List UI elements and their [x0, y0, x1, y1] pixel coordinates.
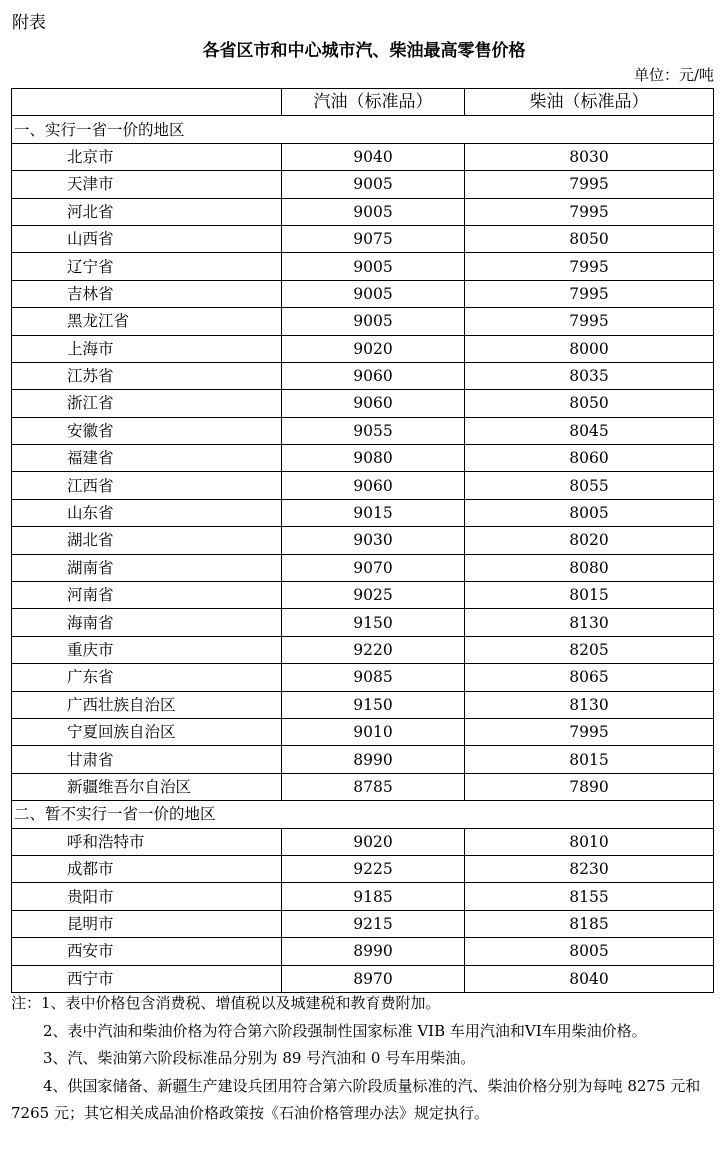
gasoline-price-cell: 9215	[282, 910, 465, 937]
gasoline-price-cell: 9150	[282, 691, 465, 718]
region-cell: 成都市	[12, 855, 282, 882]
table-row	[12, 308, 714, 335]
region-cell: 新疆维吾尔自治区	[12, 773, 282, 800]
region-cell: 河北省	[12, 198, 282, 225]
section-heading-row	[12, 116, 714, 143]
section-heading-row	[12, 801, 714, 828]
diesel-price-cell: 8050	[465, 390, 714, 417]
gasoline-price-cell: 9185	[282, 883, 465, 910]
diesel-price-cell: 8080	[465, 554, 714, 581]
table-row	[12, 746, 714, 773]
gasoline-price-cell: 9060	[282, 362, 465, 389]
region-cell: 湖南省	[12, 554, 282, 581]
diesel-price-cell: 8185	[465, 910, 714, 937]
gasoline-price-cell: 9005	[282, 253, 465, 280]
table-row	[12, 335, 714, 362]
table-row	[12, 855, 714, 882]
diesel-price-cell: 7995	[465, 171, 714, 198]
table-row	[12, 938, 714, 965]
region-cell: 广西壮族自治区	[12, 691, 282, 718]
diesel-price-cell: 7995	[465, 253, 714, 280]
region-cell: 安徽省	[12, 417, 282, 444]
diesel-price-cell: 7995	[465, 718, 714, 745]
price-table	[11, 88, 714, 993]
region-cell: 呼和浩特市	[12, 828, 282, 855]
gasoline-price-cell: 9225	[282, 855, 465, 882]
gasoline-price-cell: 9085	[282, 664, 465, 691]
diesel-price-cell: 8130	[465, 691, 714, 718]
table-row	[12, 417, 714, 444]
diesel-price-cell: 8130	[465, 609, 714, 636]
diesel-price-cell: 8230	[465, 855, 714, 882]
region-cell: 浙江省	[12, 390, 282, 417]
table-row	[12, 773, 714, 800]
attachment-label: 附表	[12, 13, 46, 33]
table-row	[12, 965, 714, 992]
table-row	[12, 636, 714, 663]
table-row	[12, 582, 714, 609]
note-2: 2、表中汽油和柴油价格为符合第六阶段强制性国家标准 VIB 车用汽油和VI车用柴油价格。	[43, 1021, 647, 1040]
diesel-price-cell: 7995	[465, 280, 714, 307]
table-row	[12, 390, 714, 417]
gasoline-price-cell: 9015	[282, 499, 465, 526]
table-row	[12, 143, 714, 170]
region-cell: 西安市	[12, 938, 282, 965]
diesel-price-cell: 7890	[465, 773, 714, 800]
diesel-price-cell: 7995	[465, 198, 714, 225]
header-gasoline: 汽油（标准品）	[282, 89, 465, 116]
region-cell: 吉林省	[12, 280, 282, 307]
region-cell: 福建省	[12, 445, 282, 472]
header-region	[12, 89, 282, 116]
gasoline-price-cell: 9005	[282, 171, 465, 198]
diesel-price-cell: 8005	[465, 938, 714, 965]
table-row	[12, 362, 714, 389]
diesel-price-cell: 8010	[465, 828, 714, 855]
table-row	[12, 472, 714, 499]
table-row	[12, 171, 714, 198]
note-3: 3、汽、柴油第六阶段标准品分别为 89 号汽油和 0 号车用柴油。	[43, 1049, 476, 1067]
region-cell: 湖北省	[12, 527, 282, 554]
table-row	[12, 609, 714, 636]
diesel-price-cell: 8205	[465, 636, 714, 663]
table-row	[12, 718, 714, 745]
region-cell: 江苏省	[12, 362, 282, 389]
gasoline-price-cell: 9005	[282, 280, 465, 307]
region-cell: 天津市	[12, 171, 282, 198]
table-row	[12, 445, 714, 472]
diesel-price-cell: 8030	[465, 143, 714, 170]
table-row	[12, 910, 714, 937]
table-body	[12, 116, 714, 993]
region-cell: 广东省	[12, 664, 282, 691]
gasoline-price-cell: 9075	[282, 225, 465, 252]
notes	[11, 990, 716, 1128]
gasoline-price-cell: 8990	[282, 938, 465, 965]
diesel-price-cell: 8005	[465, 499, 714, 526]
gasoline-price-cell: 8970	[282, 965, 465, 992]
gasoline-price-cell: 9030	[282, 527, 465, 554]
region-cell: 重庆市	[12, 636, 282, 663]
diesel-price-cell: 8040	[465, 965, 714, 992]
diesel-price-cell: 8015	[465, 746, 714, 773]
diesel-price-cell: 8065	[465, 664, 714, 691]
gasoline-price-cell: 9220	[282, 636, 465, 663]
gasoline-price-cell: 9025	[282, 582, 465, 609]
gasoline-price-cell: 9060	[282, 472, 465, 499]
table-row	[12, 883, 714, 910]
gasoline-price-cell: 9060	[282, 390, 465, 417]
region-cell: 宁夏回族自治区	[12, 718, 282, 745]
gasoline-price-cell: 9020	[282, 828, 465, 855]
region-cell: 江西省	[12, 472, 282, 499]
region-cell: 河南省	[12, 582, 282, 609]
region-cell: 海南省	[12, 609, 282, 636]
table-row	[12, 280, 714, 307]
diesel-price-cell: 8045	[465, 417, 714, 444]
region-cell: 贵阳市	[12, 883, 282, 910]
table-row	[12, 554, 714, 581]
gasoline-price-cell: 9005	[282, 308, 465, 335]
table-row	[12, 828, 714, 855]
page-title: 各省区市和中心城市汽、柴油最高零售价格	[202, 41, 526, 61]
section-heading: 二、暂不实行一省一价的地区	[12, 801, 714, 828]
gasoline-price-cell: 9055	[282, 417, 465, 444]
region-cell: 西宁市	[12, 965, 282, 992]
region-cell: 黑龙江省	[12, 308, 282, 335]
note-1: 注：1、表中价格包含消费税、增值税以及城建税和教育费附加。	[11, 994, 441, 1012]
gasoline-price-cell: 9020	[282, 335, 465, 362]
diesel-price-cell: 8050	[465, 225, 714, 252]
diesel-price-cell: 8055	[465, 472, 714, 499]
gasoline-price-cell: 8785	[282, 773, 465, 800]
unit-label: 单位：元/吨	[633, 66, 714, 84]
table-row	[12, 664, 714, 691]
diesel-price-cell: 8155	[465, 883, 714, 910]
diesel-price-cell: 8060	[465, 445, 714, 472]
table-row	[12, 225, 714, 252]
table-row	[12, 527, 714, 554]
gasoline-price-cell: 9010	[282, 718, 465, 745]
section-heading: 一、实行一省一价的地区	[12, 116, 714, 143]
diesel-price-cell: 8035	[465, 362, 714, 389]
gasoline-price-cell: 9070	[282, 554, 465, 581]
region-cell: 山东省	[12, 499, 282, 526]
gasoline-price-cell: 9040	[282, 143, 465, 170]
gasoline-price-cell: 9150	[282, 609, 465, 636]
region-cell: 甘肃省	[12, 746, 282, 773]
gasoline-price-cell: 8990	[282, 746, 465, 773]
note-4: 4、供国家储备、新疆生产建设兵团用符合第六阶段质量标准的汽、柴油价格分别为每吨 8275 元和 7265 元；其它相关成品油价格政策按《石油价格管理办法》规定执行。	[11, 1076, 701, 1122]
region-cell: 辽宁省	[12, 253, 282, 280]
region-cell: 上海市	[12, 335, 282, 362]
diesel-price-cell: 8000	[465, 335, 714, 362]
gasoline-price-cell: 9005	[282, 198, 465, 225]
region-cell: 昆明市	[12, 910, 282, 937]
table-row	[12, 499, 714, 526]
table-row	[12, 691, 714, 718]
diesel-price-cell: 7995	[465, 308, 714, 335]
header-diesel: 柴油（标准品）	[465, 89, 714, 116]
region-cell: 北京市	[12, 143, 282, 170]
table-row	[12, 198, 714, 225]
table-row	[12, 253, 714, 280]
gasoline-price-cell: 9080	[282, 445, 465, 472]
diesel-price-cell: 8015	[465, 582, 714, 609]
table-header-row	[12, 89, 714, 116]
region-cell: 山西省	[12, 225, 282, 252]
diesel-price-cell: 8020	[465, 527, 714, 554]
